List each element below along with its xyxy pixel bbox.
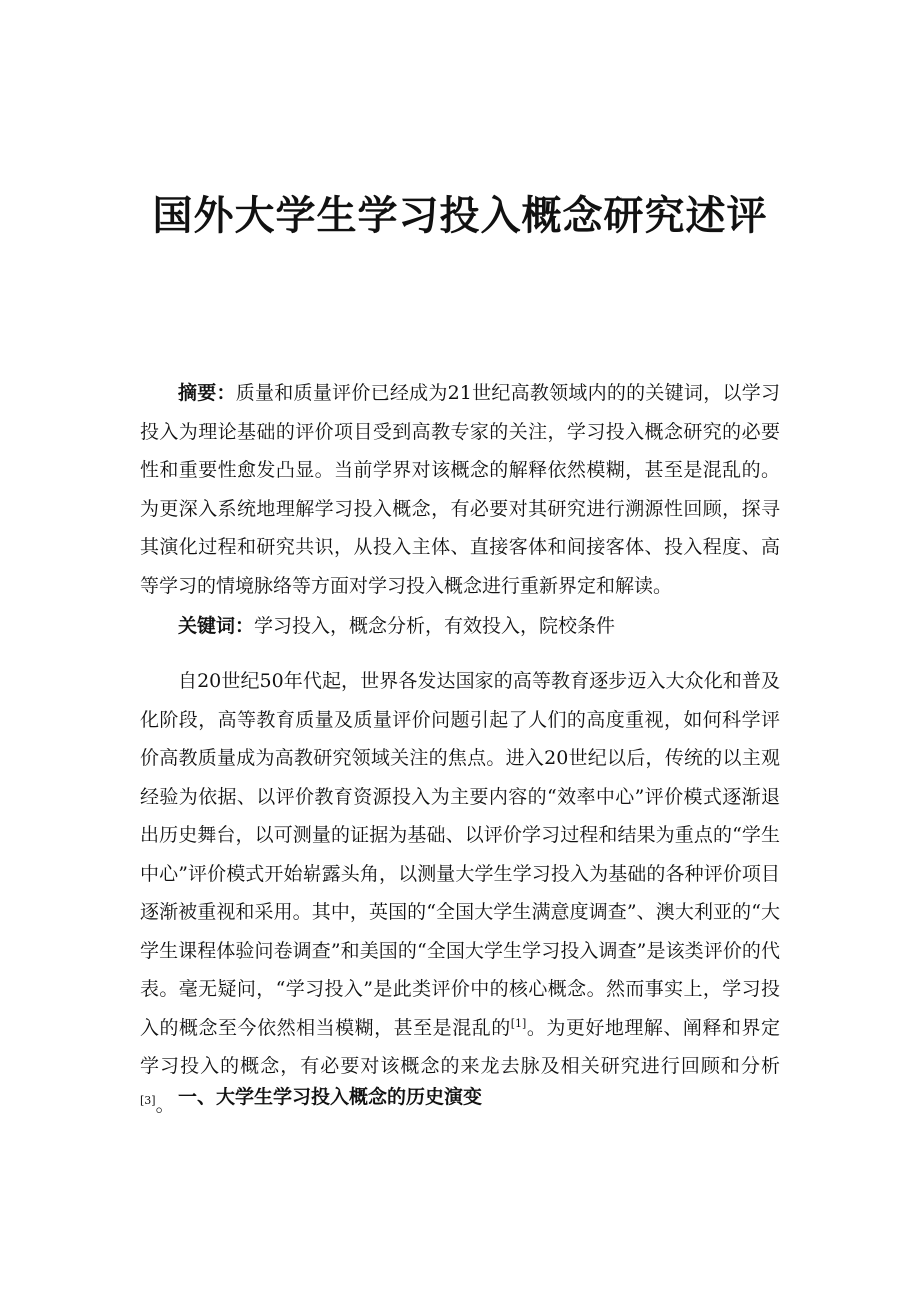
section-heading: 一、大学生学习投入概念的历史演变 — [178, 1086, 483, 1108]
keywords-label: 关键词： — [178, 615, 255, 637]
keywords-paragraph — [140, 607, 780, 646]
body-paragraph — [140, 662, 780, 1124]
keywords-text: 学习投入，概念分析，有效投入，院校条件 — [254, 615, 616, 637]
citation-ref-3[interactable]: [3] — [140, 1093, 156, 1107]
abstract-text: 质量和质量评价已经成为21世纪高教领域内的的关键词，以学习投入为理论基础的评价项目受到高教专家的关注，学习投入概念研究的必要性和重要性愈发凸显。当前学界对该概念的解释依然模糊，甚至是混乱的。为更深入系统地理解学习投入概念，有必要对其研究进行溯源性回顾，探寻其演化过程和研究共识，从投入主体、直接客体和间接客体、投入程度、高等学习的情境脉络等方面对学习投入概念进行重新界定和解读。 — [140, 382, 780, 597]
citation-ref-1[interactable]: [1] — [510, 1016, 527, 1030]
document-title: 国外大学生学习投入概念研究述评 — [152, 193, 768, 239]
body-text-part1: 自20世纪50年代起，世界各发达国家的高等教育逐步迈入大众化和普及化阶段，高等教育质量及质量评价问题引起了人们的高度重视，如何科学评价高教质量成为高教研究领域关注的焦点。进入20世纪以后，传统的以主观经验为依据、以评价教育资源投入为主要内容的“效率中心”评价模式逐渐退出历史舞台，以可测量的证据为基础、以评价学习过程和结果为重点的“学生中心”评价模式开始崭露头角，以测量大学生学习投入为基础的各种评价项目逐渐被重视和采用。其中，英国的“全国大学生满意度调查”、澳大利亚的“大学生课程体验问卷调查”和美国的“全国大学生学习投入调查”是该类评价的代表。毫无疑问，“学习投入”是此类评价中的核心概念。然而事实上，学习投入的概念至今依然相当模糊，甚至是混乱的 — [140, 670, 780, 1039]
abstract-label: 摘要： — [178, 382, 236, 404]
body-text-part2: 。为更好地理解、阐释和界定学习投入的概念，有必要对该概念的来龙去脉及相关研究进行回顾和分析 — [140, 1016, 780, 1077]
abstract-paragraph — [140, 374, 780, 605]
body-text-part3: 。 — [155, 1093, 175, 1116]
